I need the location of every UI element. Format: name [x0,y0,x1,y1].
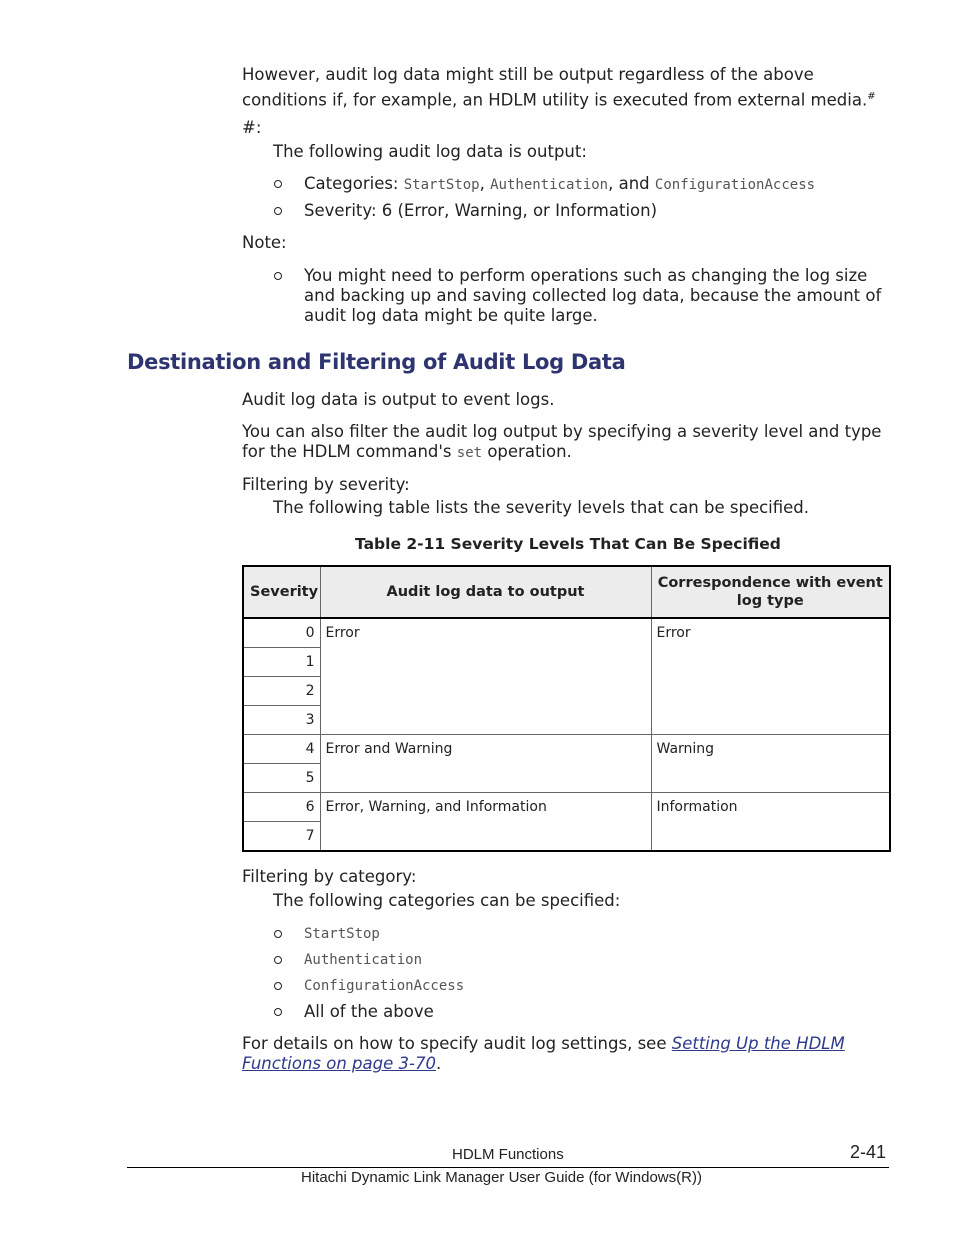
set-code: set [456,445,483,461]
setup-hdlm-link-continued[interactable]: Functions on page 3-70 [242,1054,436,1073]
category-code: StartStop [403,177,480,193]
category-item: StartStop [304,926,380,942]
severity-bullet: Severity: 6 (Error, Warning, or Information) [304,201,658,220]
bullet-icon [274,272,282,280]
details-paragraph: For details on how to specify audit log settings, see Setting Up the HDLM Functions on page 3-70. [242,1034,845,1073]
table-header-row [243,566,890,618]
severity-filter-label: Filtering by severity: [242,475,410,494]
event-cell: Warning [651,735,890,793]
category-item-all: All of the above [304,1002,434,1021]
severity-table [242,565,891,852]
intro-line-1: However, audit log data might still be output regardless of the above [242,65,814,84]
section-heading: Destination and Filtering of Audit Log Data [127,350,626,374]
table-row [243,793,890,822]
event-cell: Error [651,618,890,735]
category-item: ConfigurationAccess [304,978,465,994]
setup-hdlm-link[interactable]: Setting Up the HDLM [671,1034,845,1053]
category-filter-text: The following categories can be specified: [273,891,621,910]
bullet-icon [274,207,282,215]
hash-note-text: The following audit log data is output: [273,142,587,161]
audit-cell: Error, Warning, and Information [320,793,651,852]
bullet-icon [274,180,282,188]
audit-cell: Error [320,618,651,735]
severity-cell: 1 [243,648,320,677]
note-label: Note: [242,233,287,252]
severity-cell: 4 [243,735,320,764]
table-row [243,618,890,648]
column-header: Correspondence with event log type [651,566,890,618]
footnote-marker: # [867,91,876,102]
section-paragraph-2: You can also filter the audit log output by specifying a severity level and type for the HDLM command's set operation. [242,422,882,461]
bullet-icon [274,956,282,964]
severity-cell: 2 [243,677,320,706]
severity-cell: 0 [243,618,320,648]
audit-cell: Error and Warning [320,735,651,793]
severity-cell: 7 [243,822,320,852]
severity-cell: 5 [243,764,320,793]
bullet-icon [274,1008,282,1016]
categories-bullet: Categories: StartStop, Authentication, and ConfigurationAccess [304,174,816,193]
section-paragraph-1: Audit log data is output to event logs. [242,390,555,409]
severity-cell: 3 [243,706,320,735]
event-cell: Information [651,793,890,852]
footer-section-title: HDLM Functions [452,1146,564,1163]
column-header: Severity [243,566,320,618]
footer-divider [127,1167,889,1168]
column-header: Audit log data to output [320,566,651,618]
category-code: Authentication [490,177,609,193]
bullet-icon [274,930,282,938]
severity-filter-text: The following table lists the severity levels that can be specified. [273,498,810,517]
hash-label: #: [242,118,262,137]
intro-paragraph [242,65,876,111]
table-row [243,735,890,764]
bullet-icon [274,982,282,990]
intro-line-2: conditions if, for example, an HDLM utility is executed from external media.# [242,90,876,110]
note-text: You might need to perform operations such as changing the log size and backing up and saving collected log data, because the amount of audit log data might be quite large. [304,266,882,325]
severity-cell: 6 [243,793,320,822]
category-item: Authentication [304,952,423,968]
category-code: ConfigurationAccess [654,177,816,193]
footer-book-title: Hitachi Dynamic Link Manager User Guide (for Windows(R)) [301,1169,702,1186]
page-number: 2-41 [850,1142,887,1162]
category-filter-label: Filtering by category: [242,867,417,886]
table-caption: Table 2-11 Severity Levels That Can Be Specified [355,535,781,553]
